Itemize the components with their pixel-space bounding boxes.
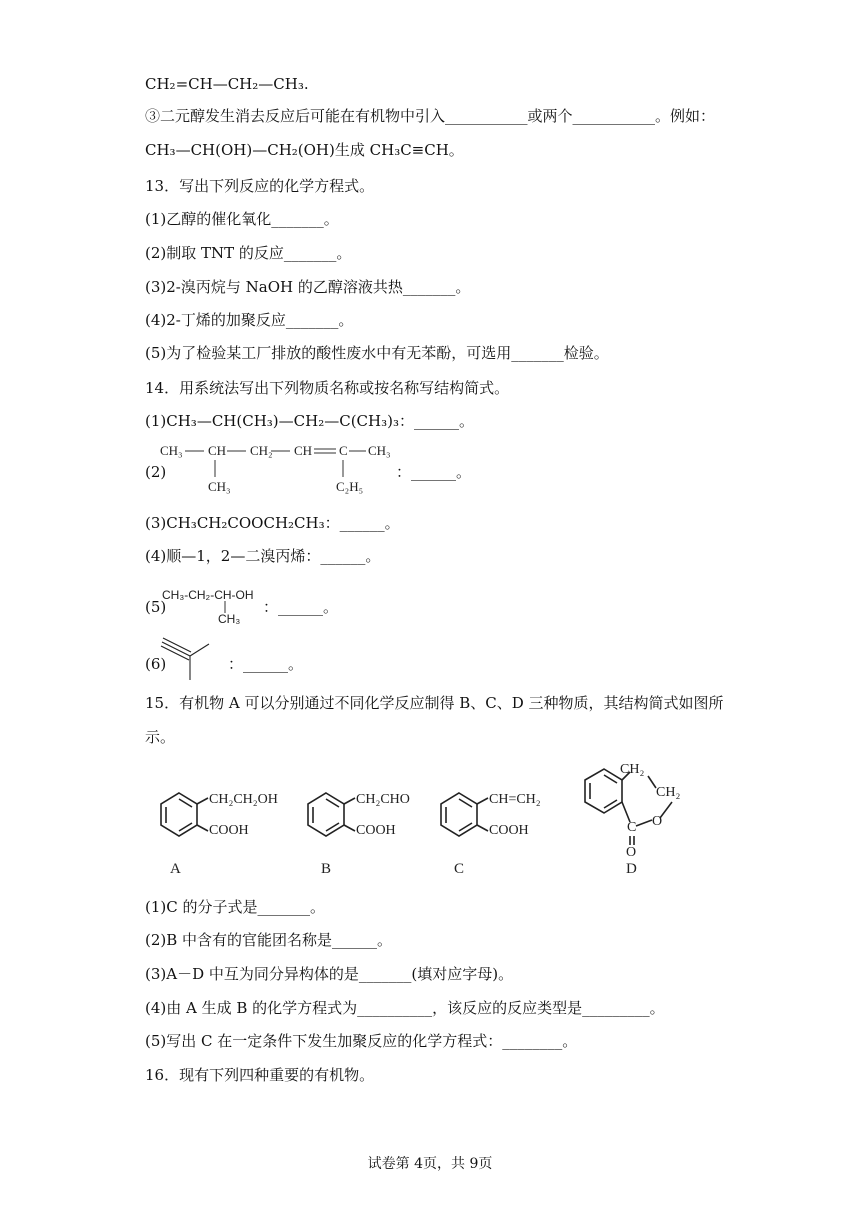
- line-alkene-formula: CH₂=CH—CH₂—CH₃.: [145, 75, 309, 93]
- q14-item-6-label: (6): [145, 655, 167, 673]
- line-example-formula: CH₃—CH(OH)—CH₂(OH)生成 CH₃C≡CH。: [145, 141, 464, 159]
- q15-item-4: (4)由 A 生成 B 的化学方程式为__________，该反应的反应类型是_________。: [145, 999, 665, 1017]
- struct2-sub-c2h5: C₂H₅: [336, 479, 364, 494]
- q15-item-2: (2)B 中含有的官能团名称是______。: [145, 931, 393, 949]
- compound-a-sub1: CH₂CH₂OH: [209, 792, 278, 807]
- compound-a-label: A: [170, 861, 181, 877]
- q13-item-4: (4)2-丁烯的加聚反应_______。: [145, 311, 354, 329]
- question-13: 13．写出下列反应的化学方程式。: [145, 177, 375, 195]
- page-footer: 试卷第 4页，共 9页: [367, 1156, 493, 1172]
- question-14: 14．用系统法写出下列物质名称或按名称写结构简式。: [145, 379, 510, 397]
- struct2-sub-ch3: CH₃: [208, 479, 231, 494]
- struct2-ch2: CH₂: [250, 443, 273, 458]
- compound-d: [560, 758, 700, 880]
- compound-d-carbonyl-oxygen: O: [626, 845, 637, 860]
- compound-c-sub2: COOH: [489, 823, 529, 838]
- struct2-ch-a: CH: [208, 443, 227, 458]
- compound-c-label: C: [454, 861, 465, 877]
- q14-item-5-structure: [162, 586, 272, 630]
- q13-item-3: (3)2-溴丙烷与 NaOH 的乙醇溶液共热_______。: [145, 278, 471, 296]
- q14-item-2-structure: [160, 440, 400, 500]
- compound-d-ch2-a: CH₂: [620, 762, 645, 777]
- compound-c: [430, 784, 570, 880]
- compound-b-sub1: CH₂CHO: [356, 792, 410, 807]
- question-16: 16．现有下列四种重要的有机物。: [145, 1066, 375, 1084]
- line-diol-elimination: ③二元醇发生消去反应后可能在有机物中引入___________或两个___________。例如：: [145, 107, 716, 125]
- struct5-sub: CH₃: [218, 612, 241, 626]
- compound-b-sub2: COOH: [356, 823, 396, 838]
- q14-item-2-label: (2): [145, 463, 167, 481]
- struct2-ch3-b: CH₃: [368, 443, 391, 458]
- struct2-c: C: [339, 443, 348, 458]
- q14-item-6-answer: ：______。: [228, 655, 304, 673]
- compound-b-label: B: [321, 861, 332, 877]
- q13-item-2: (2)制取 TNT 的反应_______。: [145, 244, 352, 262]
- struct2-ch-b: CH: [294, 443, 313, 458]
- q13-item-1: (1)乙醇的催化氧化_______。: [145, 210, 339, 228]
- q15-item-5: (5)写出 C 在一定条件下发生加聚反应的化学方程式：________。: [145, 1032, 578, 1050]
- question-15-line2: 示。: [145, 728, 176, 746]
- struct5-bond: [162, 586, 272, 630]
- q14-item-3: (3)CH₃CH₂COOCH₂CH₃：______。: [145, 514, 400, 532]
- compound-d-ring-oxygen: O: [652, 814, 663, 829]
- q14-item-5-answer: ：______。: [263, 598, 339, 616]
- compound-d-ch2-b: CH₂: [656, 785, 681, 800]
- compound-c-sub1: CH=CH₂: [489, 792, 541, 807]
- q15-item-1: (1)C 的分子式是_______。: [145, 898, 325, 916]
- struct5-main: CH₃-CH₂-CH-OH: [162, 588, 254, 602]
- compound-b: [297, 784, 437, 880]
- compound-a: [150, 784, 300, 880]
- q14-item-6-skeletal-structure: [162, 632, 222, 682]
- compound-d-label: D: [626, 861, 637, 877]
- q13-item-5: (5)为了检验某工厂排放的酸性废水中有无苯酚，可选用_______检验。: [145, 344, 609, 362]
- q14-item-4: (4)顺—1，2—二溴丙烯：______。: [145, 547, 381, 565]
- question-15-line1: 15．有机物 A 可以分别通过不同化学反应制得 B、C、D 三种物质，其结构简式如图所: [145, 694, 724, 712]
- q14-item-1: (1)CH₃—CH(CH₃)—CH₂—C(CH₃)₃：______。: [145, 412, 474, 430]
- compound-a-sub2: COOH: [209, 823, 249, 838]
- struct2-bonds: [160, 440, 400, 500]
- compound-d-carbon: C: [627, 820, 637, 835]
- q14-item-2-answer: ：______。: [396, 463, 472, 481]
- q14-item-5-label: (5): [145, 598, 167, 616]
- q15-item-3: (3)A－D 中互为同分异构体的是_______(填对应字母)。: [145, 965, 514, 983]
- struct2-ch3-a: CH₃: [160, 443, 183, 458]
